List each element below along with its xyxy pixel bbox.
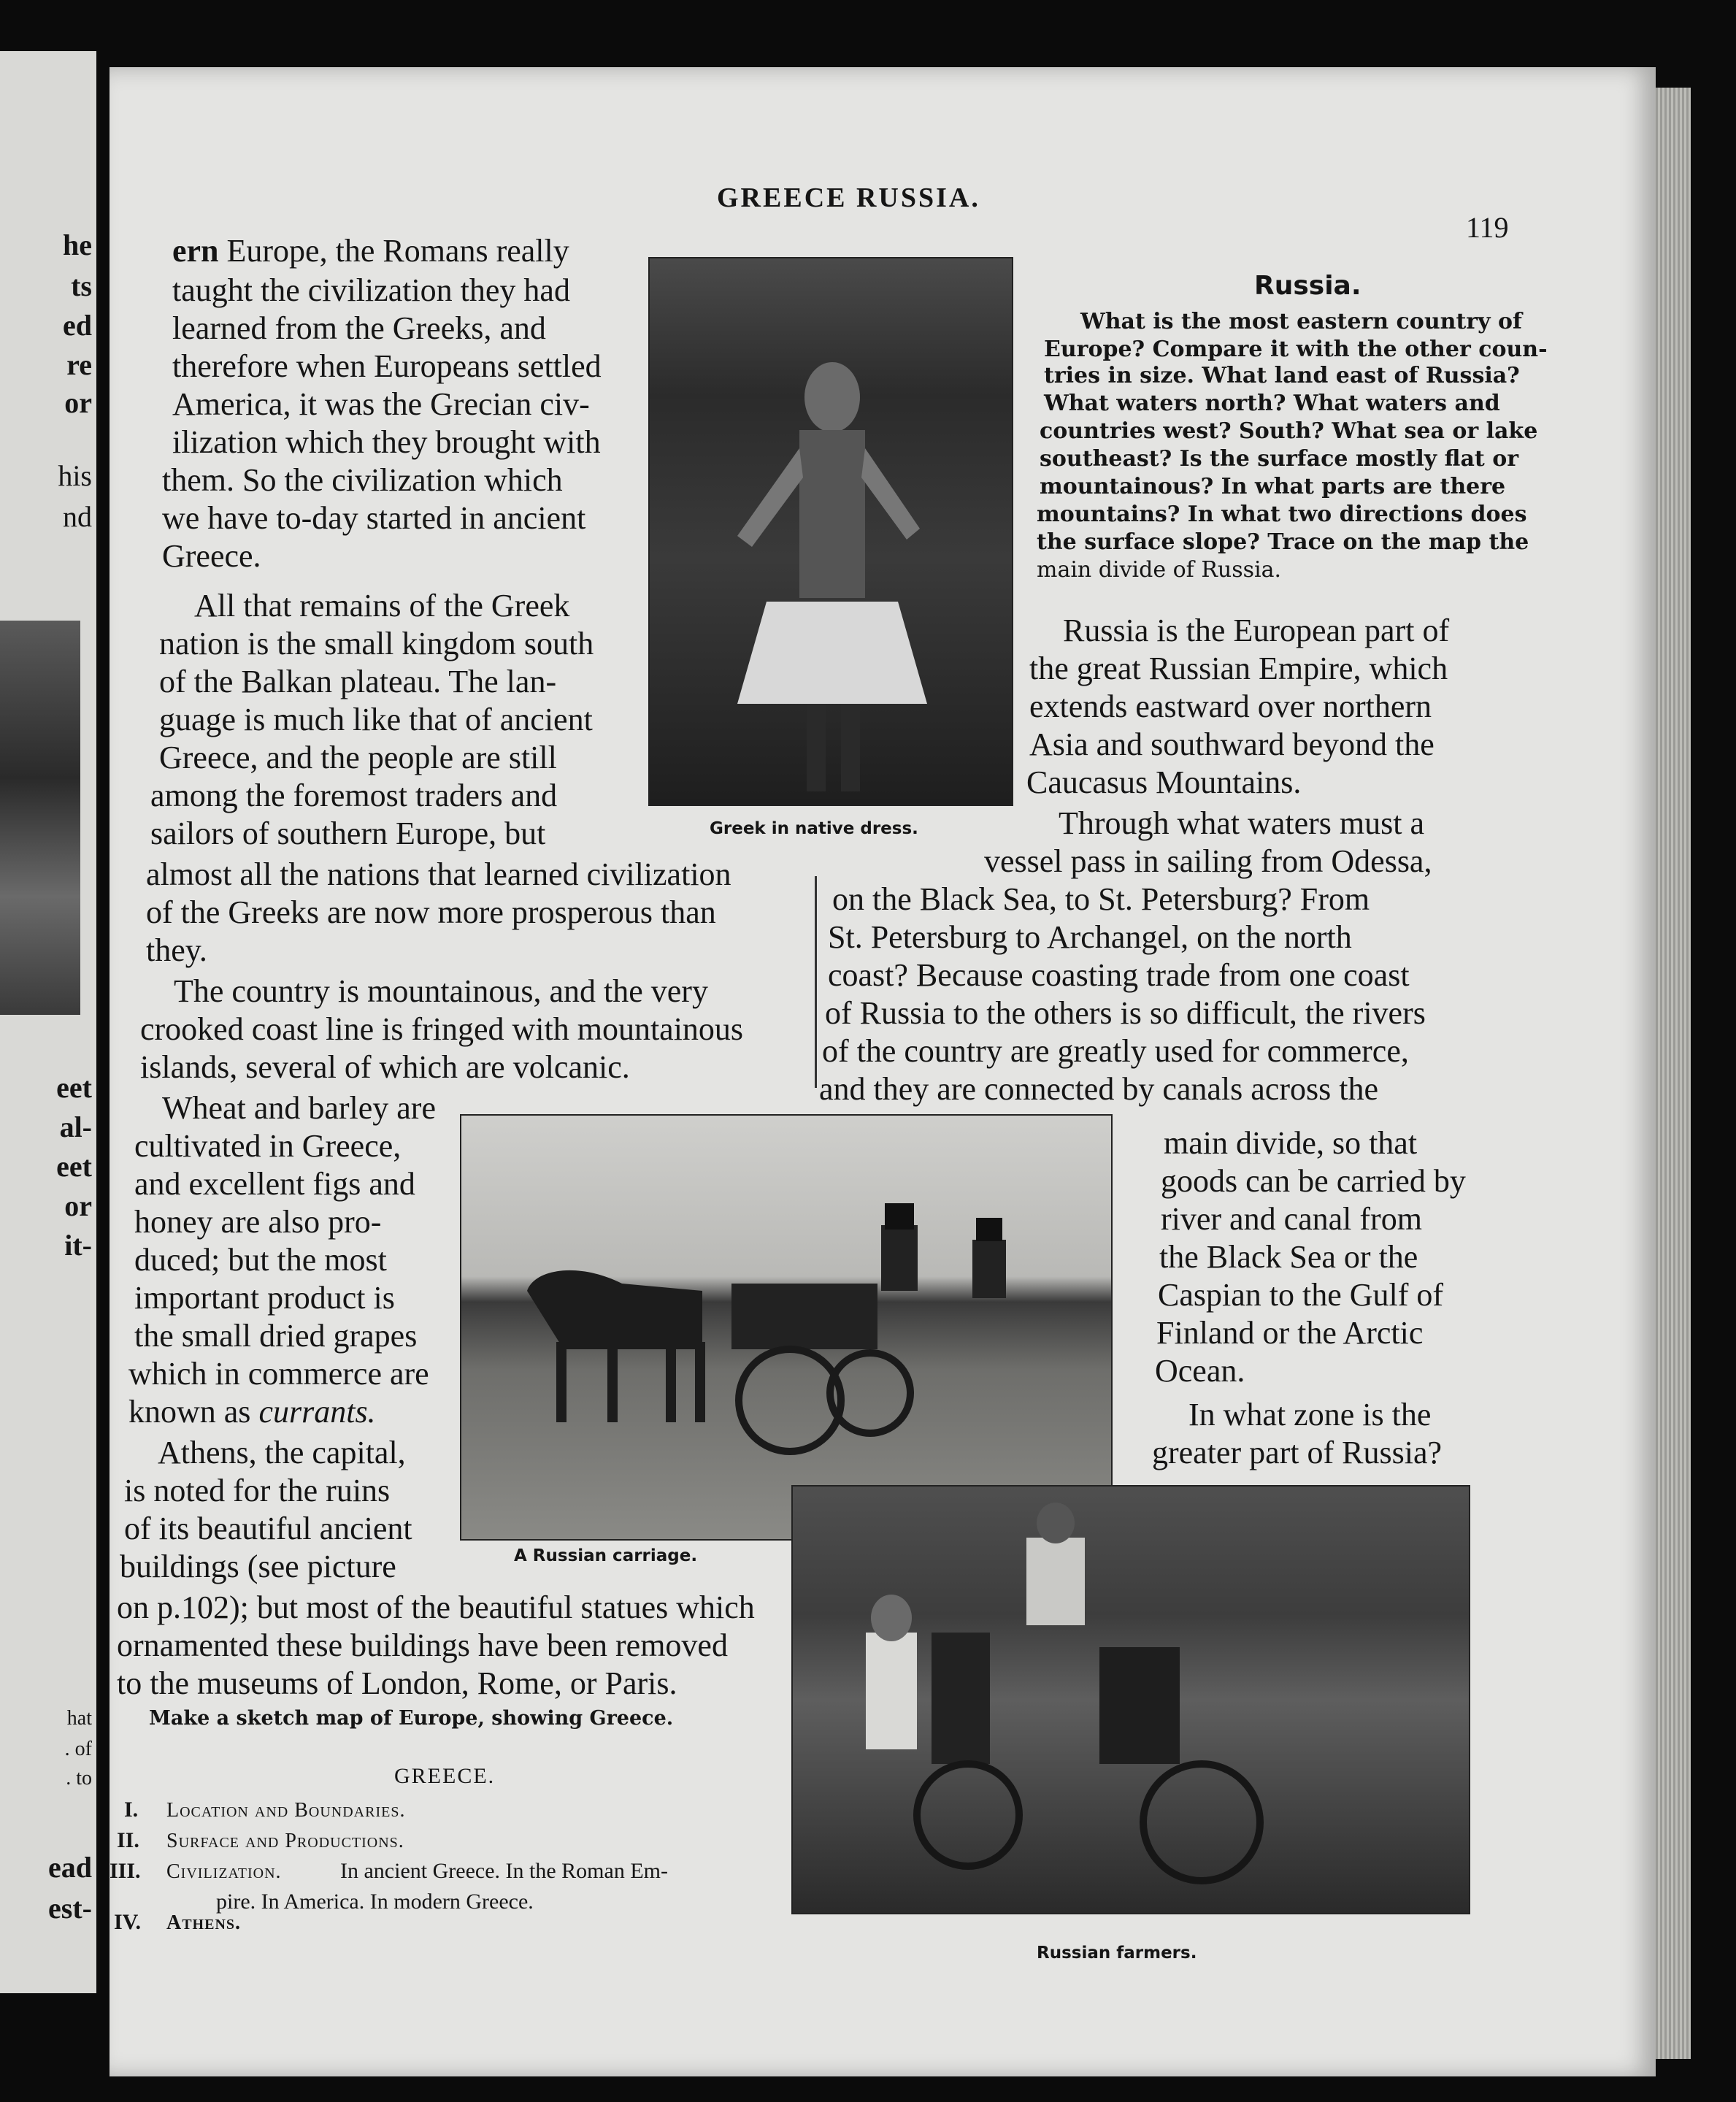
- text-line: Europe, the Romans really: [226, 233, 569, 269]
- text-line: of its beautiful ancient: [124, 1511, 412, 1546]
- text-line: the Black Sea or the: [1159, 1239, 1418, 1275]
- text-line: Wheat and barley are: [162, 1090, 436, 1126]
- outline-number: III.: [110, 1859, 141, 1883]
- question-line: What waters north? What waters and: [1044, 391, 1500, 416]
- sketch-instruction: Make a sketch map of Europe, showing Greece.: [149, 1707, 674, 1730]
- text-line: among the foremost traders and: [150, 778, 558, 813]
- question-line: southeast? Is the surface mostly flat or: [1040, 446, 1519, 472]
- question-line: Europe? Compare it with the other coun-: [1044, 337, 1548, 362]
- farmers-illustration: [793, 1487, 1469, 1913]
- question-line: mountains? In what two directions does: [1037, 502, 1527, 527]
- fragment-text: est-: [48, 1892, 92, 1925]
- text-line: ilization which they brought with: [172, 424, 601, 460]
- text-line: almost all the nations that learned civilization: [146, 856, 731, 892]
- text-line: sailors of southern Europe, but: [150, 816, 546, 851]
- text-line: duced; but the most: [134, 1242, 387, 1278]
- section-heading: Russia.: [1254, 271, 1361, 301]
- text-line: America, it was the Grecian civ-: [172, 386, 590, 422]
- question-line: What is the most eastern country of: [1080, 309, 1522, 334]
- text-line: of the country are greatly used for commerce,: [822, 1033, 1409, 1069]
- fragment-text: or: [64, 386, 92, 419]
- previous-page-fragment: [0, 51, 96, 1993]
- outline-item-detail: pire. In America. In modern Greece.: [216, 1890, 534, 1914]
- text-line: of the Balkan plateau. The lan-: [159, 664, 557, 699]
- text-line: All that remains of the Greek: [194, 588, 570, 624]
- text-line: learned from the Greeks, and: [172, 310, 546, 346]
- outline-item: Location and Boundaries.: [166, 1799, 406, 1822]
- text-line: cultivated in Greece,: [134, 1128, 402, 1164]
- text-line: of the Greeks are now more prosperous than: [146, 894, 716, 930]
- question-line: main divide of Russia.: [1037, 557, 1282, 583]
- fragment-text: nd: [63, 500, 92, 533]
- page-edge: [1656, 88, 1691, 2059]
- text-line: we have to-day started in ancient: [162, 500, 586, 536]
- text-line: the small dried grapes: [134, 1318, 418, 1354]
- text-line: guage is much like that of ancient: [159, 702, 593, 737]
- outline-title: GREECE.: [394, 1764, 496, 1788]
- text-line: coast? Because coasting trade from one coast: [828, 957, 1410, 993]
- text-line: and they are connected by canals across the: [819, 1071, 1378, 1107]
- question-line: the surface slope? Trace on the map the: [1037, 529, 1529, 555]
- outline-item: Civilization.: [166, 1860, 282, 1883]
- fragment-text: al-: [59, 1111, 92, 1143]
- text-line: the great Russian Empire, which: [1029, 651, 1448, 686]
- text-line: honey are also pro-: [134, 1204, 382, 1240]
- text-line: main divide, so that: [1164, 1125, 1418, 1161]
- italic-term: currants.: [258, 1394, 376, 1430]
- outline-item-detail: In ancient Greece. In the Roman Em-: [340, 1859, 668, 1883]
- page-number: 119: [1466, 211, 1509, 244]
- text-line: islands, several of which are volcanic.: [140, 1049, 630, 1085]
- question-line: tries in size. What land east of Russia?: [1044, 363, 1520, 388]
- photo-greek-native-dress: [648, 257, 1013, 806]
- fragment-photo: [0, 621, 80, 1015]
- fragment-text: his: [58, 459, 92, 492]
- text-line: The country is mountainous, and the very: [174, 973, 708, 1009]
- outline-number: II.: [117, 1828, 139, 1852]
- text-line: them. So the civilization which: [162, 462, 563, 498]
- text-line: and excellent figs and: [134, 1166, 415, 1202]
- text-span: known as: [128, 1394, 259, 1430]
- outline-item: Surface and Productions.: [166, 1830, 404, 1852]
- text-line: Finland or the Arctic: [1156, 1315, 1424, 1351]
- text-line: [128, 1396, 376, 1428]
- text-line: Greece.: [162, 538, 261, 574]
- fragment-text: ead: [48, 1851, 92, 1884]
- text-line: river and canal from: [1161, 1201, 1422, 1237]
- fragment-text: hat: [66, 1707, 92, 1730]
- text-line: on the Black Sea, to St. Petersburg? From: [832, 881, 1370, 917]
- greek-figure-illustration: [650, 258, 1012, 805]
- text-line: buildings (see picture: [120, 1549, 396, 1584]
- caption-russian-carriage: A Russian carriage.: [514, 1546, 698, 1565]
- text-line: nation is the small kingdom south: [159, 626, 594, 661]
- text-line: Through what waters must a: [1059, 805, 1424, 841]
- text-line: Caucasus Mountains.: [1026, 764, 1302, 800]
- fragment-text: eet: [56, 1071, 92, 1104]
- text-line: is noted for the ruins: [124, 1473, 391, 1508]
- text-line: important product is: [134, 1280, 395, 1316]
- carriage-illustration: [461, 1116, 1111, 1539]
- text-line: crooked coast line is fringed with mountainous: [140, 1011, 744, 1047]
- fragment-text: ts: [71, 269, 92, 302]
- caption-greek-native-dress: Greek in native dress.: [710, 819, 918, 838]
- text-line: Caspian to the Gulf of: [1158, 1277, 1444, 1313]
- text-line: therefore when Europeans settled: [172, 348, 602, 384]
- fragment-text: re: [66, 348, 92, 381]
- outline-number: I.: [124, 1798, 139, 1822]
- text-line: ornamented these buildings have been removed: [117, 1627, 728, 1663]
- text-line: greater part of Russia?: [1152, 1435, 1443, 1470]
- text-line: on p.102); but most of the beautiful statues which: [117, 1589, 755, 1625]
- column-divider: [815, 876, 817, 1088]
- outline-item: Athens.: [166, 1911, 242, 1934]
- running-title: GREECE RUSSIA.: [717, 183, 980, 213]
- text-line: In what zone is the: [1188, 1397, 1432, 1432]
- text-line: St. Petersburg to Archangel, on the north: [828, 919, 1352, 955]
- fragment-text: ed: [63, 309, 92, 342]
- text-line: Russia is the European part of: [1063, 613, 1450, 648]
- text-line: ern: [172, 233, 227, 269]
- text-line: Athens, the capital,: [158, 1435, 406, 1470]
- photo-russian-carriage: [460, 1114, 1113, 1541]
- outline-number: IV.: [114, 1910, 141, 1934]
- text-line: Asia and southward beyond the: [1029, 726, 1434, 762]
- text-line: vessel pass in sailing from Odessa,: [984, 843, 1432, 879]
- text-line: Ocean.: [1155, 1353, 1245, 1389]
- text-line: of Russia to the others is so difficult, the rivers: [825, 995, 1426, 1031]
- text-line: goods can be carried by: [1161, 1163, 1466, 1199]
- fragment-text: eet: [56, 1150, 92, 1183]
- caption-russian-farmers: Russian farmers.: [1037, 1944, 1197, 1963]
- text-line: they.: [146, 932, 207, 968]
- fragment-text: it-: [64, 1229, 92, 1262]
- question-line: mountainous? In what parts are there: [1040, 474, 1506, 499]
- fragment-text: he: [63, 229, 92, 261]
- text-line: which in commerce are: [128, 1356, 429, 1392]
- text-line: taught the civilization they had: [172, 272, 570, 308]
- text-line: to the museums of London, Rome, or Paris.: [117, 1665, 677, 1701]
- photo-russian-farmers: [791, 1485, 1470, 1914]
- fragment-text: . of: [64, 1738, 92, 1760]
- text-line: extends eastward over northern: [1029, 688, 1432, 724]
- question-line: countries west? South? What sea or lake: [1040, 418, 1538, 444]
- text-line: Greece, and the people are still: [159, 740, 557, 775]
- fragment-text: . to: [66, 1767, 92, 1790]
- fragment-text: or: [64, 1189, 92, 1222]
